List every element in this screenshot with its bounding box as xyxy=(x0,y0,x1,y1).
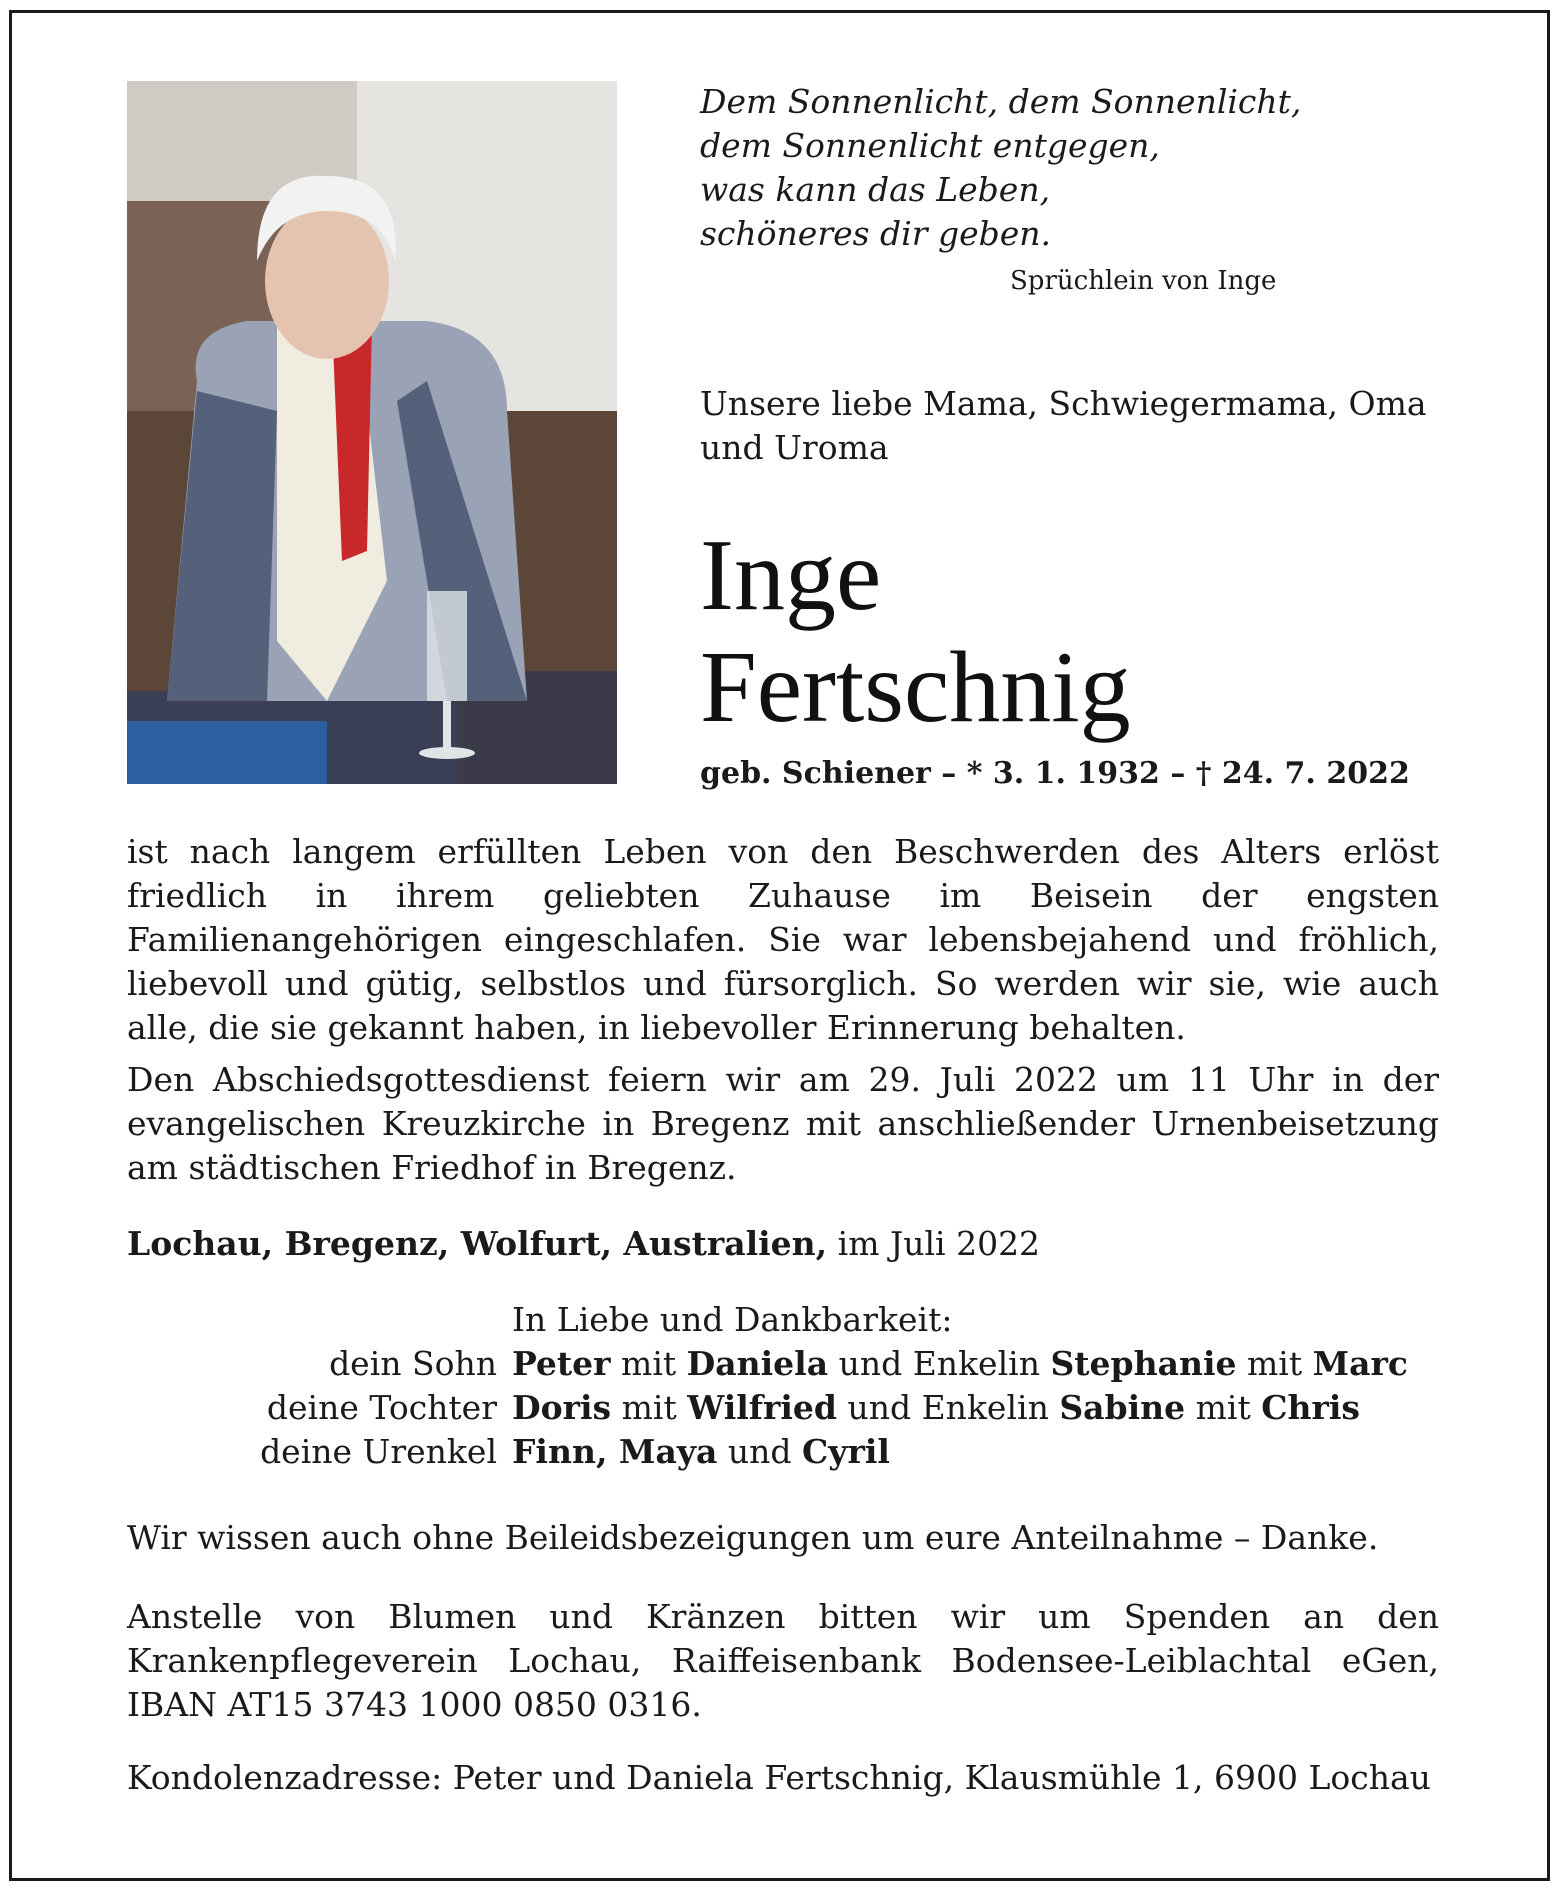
poem-line: Dem Sonnenlicht, dem Sonnenlicht, xyxy=(700,82,1302,121)
family-row xyxy=(127,1342,1439,1386)
family-connector: mit xyxy=(611,1388,688,1427)
family-member-name: Peter xyxy=(512,1344,611,1383)
family-names xyxy=(512,1342,1408,1386)
family-member-name: Marc xyxy=(1312,1344,1408,1383)
family-connector: und Enkelin xyxy=(828,1344,1051,1383)
last-name: Fertschnig xyxy=(700,631,1131,744)
family-member-name: Chris xyxy=(1261,1388,1360,1427)
family-member-name: Stephanie xyxy=(1050,1344,1237,1383)
family-connector: mit xyxy=(1185,1388,1262,1427)
deceased-name xyxy=(700,520,1460,744)
family-member-name: Finn, Maya xyxy=(512,1432,718,1471)
thanks-text: Wir wissen auch ohne Beileidsbezeigungen um eure Anteilnahme – Danke. xyxy=(127,1518,1379,1557)
obituary-body xyxy=(127,830,1439,1198)
family-heading: In Liebe und Dankbarkeit: xyxy=(512,1300,953,1339)
family-connector: mit xyxy=(610,1344,687,1383)
poem-credit: Sprüchlein von Inge xyxy=(1010,266,1277,296)
family-list xyxy=(127,1298,1439,1474)
family-names xyxy=(512,1430,890,1474)
poem xyxy=(700,80,1400,256)
family-row xyxy=(127,1386,1439,1430)
family-connector: und xyxy=(717,1432,803,1471)
family-member-name: Wilfried xyxy=(687,1388,837,1427)
birth-death-dates: geb. Schiener – * 3. 1. 1932 – † 24. 7. 2022 xyxy=(700,756,1410,791)
first-name: Inge xyxy=(700,519,882,632)
poem-line: schöneres dir geben. xyxy=(700,214,1052,253)
family-relation: deine Urenkel xyxy=(260,1432,497,1471)
portrait-image xyxy=(127,81,617,784)
family-connector: und Enkelin xyxy=(836,1388,1060,1427)
poem-line: was kann das Leben, xyxy=(700,170,1051,209)
portrait-photo xyxy=(127,81,617,784)
family-row xyxy=(127,1430,1439,1474)
family-member-name: Daniela xyxy=(686,1344,829,1383)
family-member-name: Sabine xyxy=(1059,1388,1186,1427)
body-paragraph: Den Abschiedsgottesdienst feiern wir am 29. Juli 2022 um 11 Uhr in der evangelischen Kreuzkirche in Bregenz mit anschließender Urnenbeisetzung am städtischen Friedhof in Bregenz. xyxy=(127,1060,1439,1187)
body-paragraph: ist nach langem erfüllten Leben von den Beschwerden des Alters erlöst friedlich in ihrem geliebten Zuhause im Beisein der engsten Familienangehörigen eingeschlafen. Sie war lebensbejahend und fröhlich, liebevoll und gütig, selbstlos und fürsorglich. So werden wir sie, wie auch alle, die sie gekannt haben, in liebevoller Erinnerung behalten. xyxy=(127,832,1439,1047)
family-member-name: Cyril xyxy=(802,1432,890,1471)
family-relation: deine Tochter xyxy=(266,1388,497,1427)
family-member-name: Doris xyxy=(512,1388,612,1427)
family-names xyxy=(512,1386,1360,1430)
poem-line: dem Sonnenlicht entgegen, xyxy=(700,126,1160,165)
places-line xyxy=(127,1224,1439,1263)
family-relation: dein Sohn xyxy=(329,1344,497,1383)
places-names: Lochau, Bregenz, Wolfurt, Australien, xyxy=(127,1224,828,1263)
condolence-address: Kondolenzadresse: Peter und Daniela Fertschnig, Klausmühle 1, 6900 Lochau xyxy=(127,1758,1431,1797)
intro-text: Unsere liebe Mama, Schwiegermama, Oma und Uroma xyxy=(700,384,1427,467)
places-date: im Juli 2022 xyxy=(837,1224,1041,1263)
donation-text: Anstelle von Blumen und Kränzen bitten wir um Spenden an den Krankenpflegeverein Lochau, Raiffeisenbank Bodensee-Leiblachtal eGen, IBAN AT15 3743 1000 0850 0316. xyxy=(127,1597,1439,1724)
family-connector: mit xyxy=(1236,1344,1313,1383)
